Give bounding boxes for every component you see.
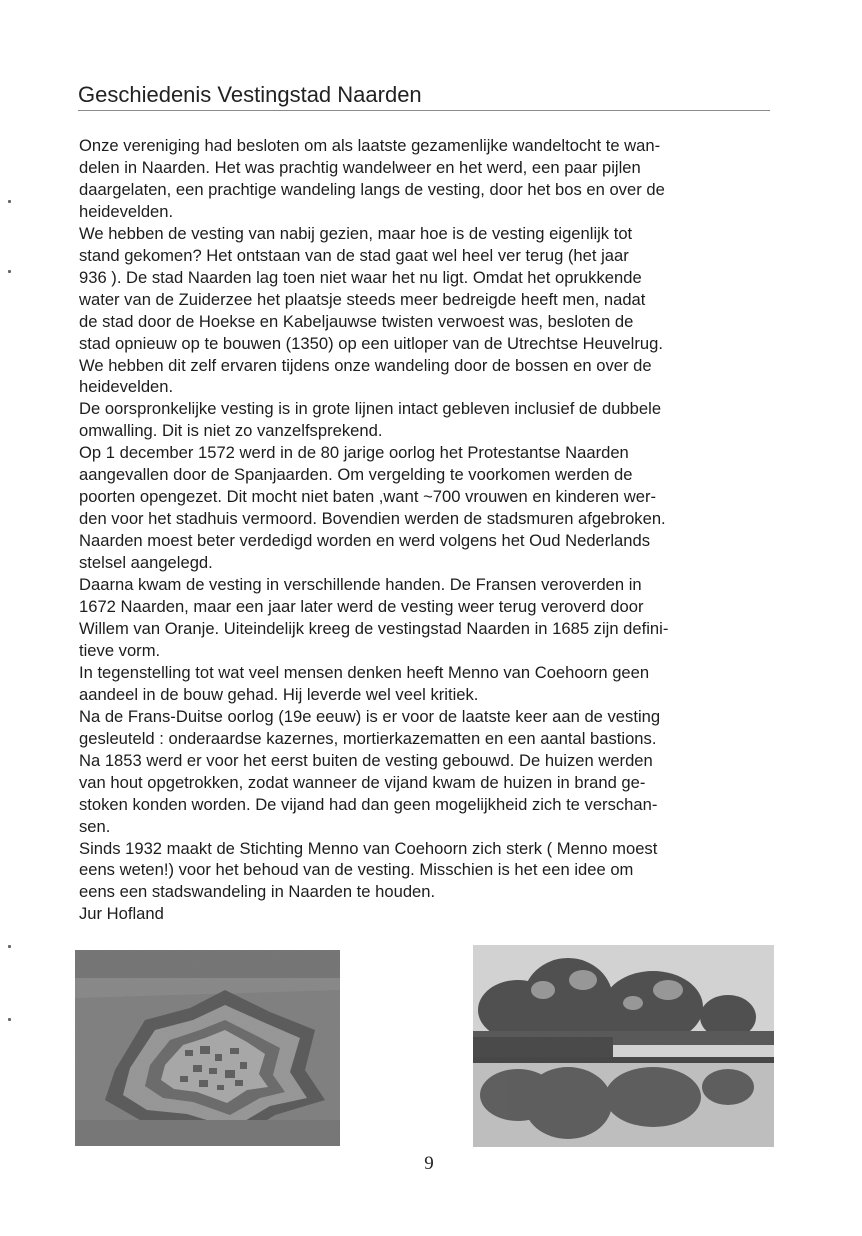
text-line: van hout opgetrokken, zodat wanneer de vijand kwam de huizen in brand ge- <box>79 772 646 792</box>
text-line: Onze vereniging had besloten om als laatste gezamenlijke wandeltocht te wan- <box>79 136 661 155</box>
page-number: 9 <box>424 1153 434 1174</box>
text-line: tieve vorm. <box>79 640 161 660</box>
text-line: Willem van Oranje. Uiteindelijk kreeg de vestingstad Naarden in 1685 zijn defini- <box>79 618 669 638</box>
text-line: heidevelden. <box>79 377 174 397</box>
text-line: de stad door de Hoekse en Kabeljauwse twisten verwoest was, besloten de <box>79 311 634 331</box>
scan-speck <box>8 1018 11 1021</box>
text-line: Na de Frans-Duitse oorlog (19e eeuw) is er voor de laatste keer aan de vesting <box>79 706 661 726</box>
scan-speck <box>8 945 11 948</box>
text-line: daargelaten, een prachtige wandeling langs de vesting, door het bos en over de <box>79 179 665 199</box>
text-line: Jur Hofland <box>79 904 164 924</box>
text-line: 1672 Naarden, maar een jaar later werd de vesting weer terug veroverd door <box>79 597 644 617</box>
text-line: stad opnieuw op te bouwen (1350) op een uitloper van de Utrechtse Heuvelrug. <box>79 333 663 353</box>
text-line: Op 1 december 1572 werd in de 80 jarige oorlog het Protestantse Naarden <box>79 443 629 463</box>
text-line: heidevelden. <box>79 201 174 221</box>
text-line: stand gekomen? Het ontstaan van de stad gaat wel heel ver terug (het jaar <box>79 245 629 265</box>
text-line: 936 ). De stad Naarden lag toen niet waar het nu ligt. Omdat het oprukkende <box>79 267 642 287</box>
text-line: We hebben de vesting van nabij gezien, maar hoe is de vesting eigenlijk tot <box>79 223 633 243</box>
text-line: De oorspronkelijke vesting is in grote lijnen intact gebleven inclusief de dubbele <box>79 399 662 419</box>
scan-speck <box>8 270 11 273</box>
text-line: delen in Naarden. Het was prachtig wandelweer en het werd, een paar pijlen <box>79 157 641 177</box>
text-line: gesleuteld : onderaardse kazernes, mortierkazematten en een aantal bastions. <box>79 728 657 748</box>
page-title: Geschiedenis Vestingstad Naarden <box>78 80 770 111</box>
moat-trees-photo <box>473 945 774 1147</box>
text-line: eens een stadswandeling in Naarden te houden. <box>79 882 436 902</box>
text-line: stoken konden worden. De vijand had dan geen mogelijkheid zich te verschan- <box>79 794 658 814</box>
text-line: eens weten!) voor het behoud van de vesting. Misschien is het een idee om <box>79 860 634 880</box>
text-line: Naarden moest beter verdedigd worden en werd volgens het Oud Nederlands <box>79 531 650 551</box>
text-line: poorten opengezet. Dit mocht niet baten ,want ~700 vrouwen en kinderen wer- <box>79 487 656 507</box>
text-line: In tegenstelling tot wat veel mensen denken heeft Menno van Coehoorn geen <box>79 662 650 682</box>
text-line: Na 1853 werd er voor het eerst buiten de vesting gebouwd. De huizen werden <box>79 750 653 770</box>
text-line: omwalling. Dit is niet zo vanzelfsprekend. <box>79 421 383 441</box>
text-line: stelsel aangelegd. <box>79 553 213 573</box>
text-line: We hebben dit zelf ervaren tijdens onze wandeling door de bossen en over de <box>79 355 652 375</box>
aerial-fortress-photo <box>75 950 340 1146</box>
text-line: Daarna kwam de vesting in verschillende handen. De Fransen veroverden in <box>79 575 642 595</box>
article-body <box>79 135 771 925</box>
text-line: Sinds 1932 maakt de Stichting Menno van Coehoorn zich sterk ( Menno moest <box>79 838 658 858</box>
text-line: aandeel in de bouw gehad. Hij leverde wel veel kritiek. <box>79 684 479 704</box>
text-line: sen. <box>79 816 111 836</box>
text-line: den voor het stadhuis vermoord. Bovendien werden de stadsmuren afgebroken. <box>79 509 666 529</box>
text-line: aangevallen door de Spanjaarden. Om vergelding te voorkomen werden de <box>79 465 633 485</box>
text-line: water van de Zuiderzee het plaatsje steeds meer bedreigde heeft men, nadat <box>79 289 646 309</box>
scan-speck <box>8 200 11 203</box>
